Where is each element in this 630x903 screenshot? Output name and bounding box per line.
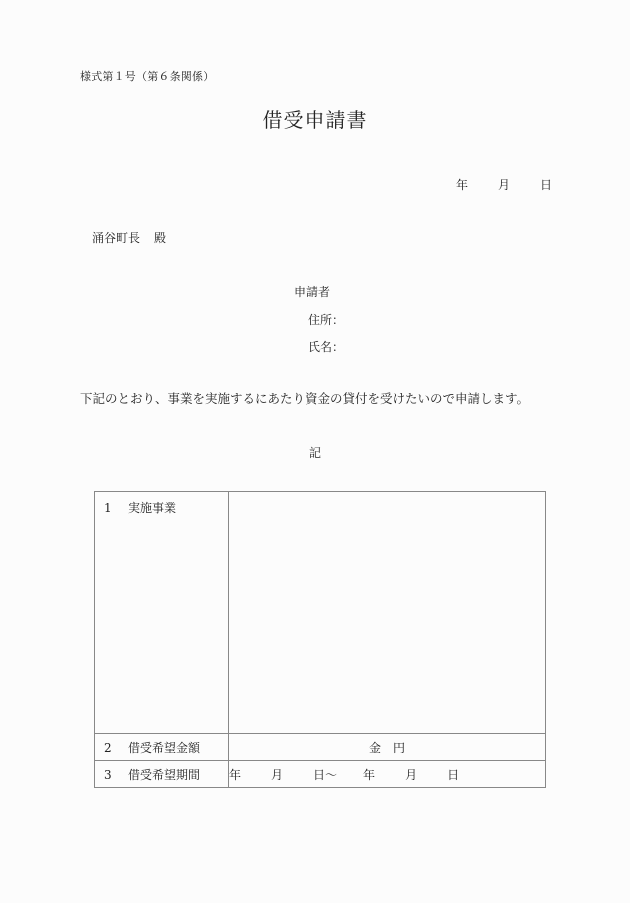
project-label-cell: [95, 492, 229, 734]
table-row-project: [95, 492, 546, 734]
table-row-amount: [95, 734, 546, 761]
amount-label-cell: [95, 734, 229, 761]
amount-value-cell: 金 円: [229, 734, 546, 761]
request-statement: 下記のとおり、事業を実施するにあたり資金の貸付を受けたいので申請します。: [80, 391, 530, 406]
period-end-month: 月: [405, 767, 418, 782]
period-start-day: 日～: [313, 767, 338, 782]
ki-heading: 記: [308, 446, 321, 460]
applicant-name-label: 氏名：: [308, 340, 345, 354]
project-value-cell: [229, 492, 546, 734]
row-number: 3: [104, 767, 112, 782]
row-label: 借受希望金額: [128, 740, 201, 755]
date-year-label: 年: [456, 178, 469, 192]
form-number: 様式第１号（第６条関係）: [80, 70, 215, 83]
document-title: 借受申請書: [262, 108, 368, 132]
row-number: 2: [104, 740, 112, 755]
table-row-period: [95, 761, 546, 788]
row-label: 実施事業: [128, 501, 177, 515]
period-end-day: 日: [447, 767, 460, 782]
date-day-label: 日: [540, 178, 553, 192]
addressee-honorific: 殿: [154, 231, 167, 245]
period-start-month: 月: [271, 767, 284, 782]
submission-date: [456, 176, 552, 193]
row-number: 1: [104, 501, 112, 515]
applicant-label: 申請者: [294, 285, 331, 299]
period-value-cell: [229, 761, 546, 788]
addressee-name: 涌谷町長: [92, 231, 141, 245]
period-start-year: 年: [229, 767, 242, 782]
applicant-address-label: 住所：: [308, 313, 345, 327]
addressee: [92, 229, 166, 246]
period-label-cell: [95, 761, 229, 788]
details-table: [94, 491, 546, 788]
date-month-label: 月: [498, 178, 511, 192]
row-label: 借受希望期間: [128, 767, 201, 782]
period-end-year: 年: [363, 767, 376, 782]
